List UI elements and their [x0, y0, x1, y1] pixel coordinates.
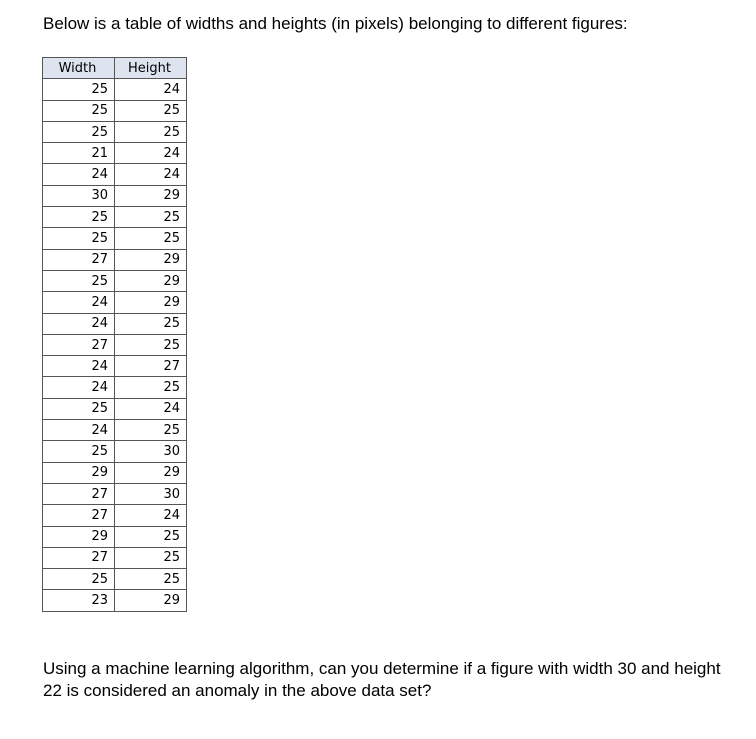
- width-cell: 27: [43, 334, 115, 355]
- table-row: [43, 79, 187, 100]
- table-row: [43, 270, 187, 291]
- table-row: [43, 100, 187, 121]
- height-cell: 24: [115, 398, 187, 419]
- table-row: [43, 526, 187, 547]
- width-cell: 27: [43, 483, 115, 504]
- table-row: [43, 398, 187, 419]
- table-row: [43, 121, 187, 142]
- width-cell: 30: [43, 185, 115, 206]
- width-cell: 25: [43, 270, 115, 291]
- height-cell: 25: [115, 207, 187, 228]
- height-cell: 25: [115, 121, 187, 142]
- table-row: [43, 313, 187, 334]
- height-cell: 25: [115, 377, 187, 398]
- width-cell: 25: [43, 79, 115, 100]
- height-cell: 24: [115, 505, 187, 526]
- table-row: [43, 377, 187, 398]
- height-cell: 29: [115, 462, 187, 483]
- width-cell: 24: [43, 377, 115, 398]
- table-row: [43, 441, 187, 462]
- table-header-row: [43, 58, 187, 79]
- width-cell: 21: [43, 143, 115, 164]
- height-cell: 24: [115, 79, 187, 100]
- height-cell: 25: [115, 334, 187, 355]
- table-row: [43, 143, 187, 164]
- table-row: [43, 334, 187, 355]
- width-cell: 25: [43, 121, 115, 142]
- table-row: [43, 590, 187, 611]
- table-row: [43, 207, 187, 228]
- table-row: [43, 569, 187, 590]
- height-cell: 25: [115, 569, 187, 590]
- height-cell: 27: [115, 356, 187, 377]
- table-row: [43, 505, 187, 526]
- table-body: [43, 79, 187, 611]
- table-row: [43, 292, 187, 313]
- width-cell: 25: [43, 398, 115, 419]
- height-cell: 25: [115, 313, 187, 334]
- width-cell: 24: [43, 313, 115, 334]
- width-cell: 27: [43, 249, 115, 270]
- height-cell: 29: [115, 270, 187, 291]
- table-row: [43, 164, 187, 185]
- table-row: [43, 249, 187, 270]
- height-cell: 30: [115, 441, 187, 462]
- table-row: [43, 185, 187, 206]
- height-cell: 30: [115, 483, 187, 504]
- height-cell: 29: [115, 590, 187, 611]
- width-cell: 25: [43, 569, 115, 590]
- width-cell: 24: [43, 292, 115, 313]
- height-cell: 25: [115, 547, 187, 568]
- column-header-width: Width: [43, 58, 115, 79]
- question-text: Using a machine learning algorithm, can you determine if a figure with width 30 and height 22 is considered an anomaly in the above data set?: [43, 659, 721, 700]
- height-cell: 29: [115, 249, 187, 270]
- width-cell: 24: [43, 356, 115, 377]
- height-cell: 25: [115, 228, 187, 249]
- width-cell: 27: [43, 547, 115, 568]
- width-cell: 24: [43, 164, 115, 185]
- height-cell: 25: [115, 420, 187, 441]
- width-cell: 27: [43, 505, 115, 526]
- intro-text: Below is a table of widths and heights (in pixels) belonging to different figures:: [43, 14, 628, 33]
- table-row: [43, 228, 187, 249]
- height-cell: 24: [115, 164, 187, 185]
- table-row: [43, 420, 187, 441]
- width-cell: 23: [43, 590, 115, 611]
- table-row: [43, 356, 187, 377]
- width-cell: 25: [43, 441, 115, 462]
- width-cell: 25: [43, 228, 115, 249]
- width-cell: 29: [43, 462, 115, 483]
- column-header-height: Height: [115, 58, 187, 79]
- height-cell: 24: [115, 143, 187, 164]
- table-row: [43, 483, 187, 504]
- height-cell: 29: [115, 292, 187, 313]
- width-cell: 25: [43, 207, 115, 228]
- height-cell: 25: [115, 100, 187, 121]
- width-cell: 25: [43, 100, 115, 121]
- dimensions-table: [42, 57, 187, 612]
- table-row: [43, 462, 187, 483]
- height-cell: 25: [115, 526, 187, 547]
- width-cell: 24: [43, 420, 115, 441]
- height-cell: 29: [115, 185, 187, 206]
- table-row: [43, 547, 187, 568]
- width-cell: 29: [43, 526, 115, 547]
